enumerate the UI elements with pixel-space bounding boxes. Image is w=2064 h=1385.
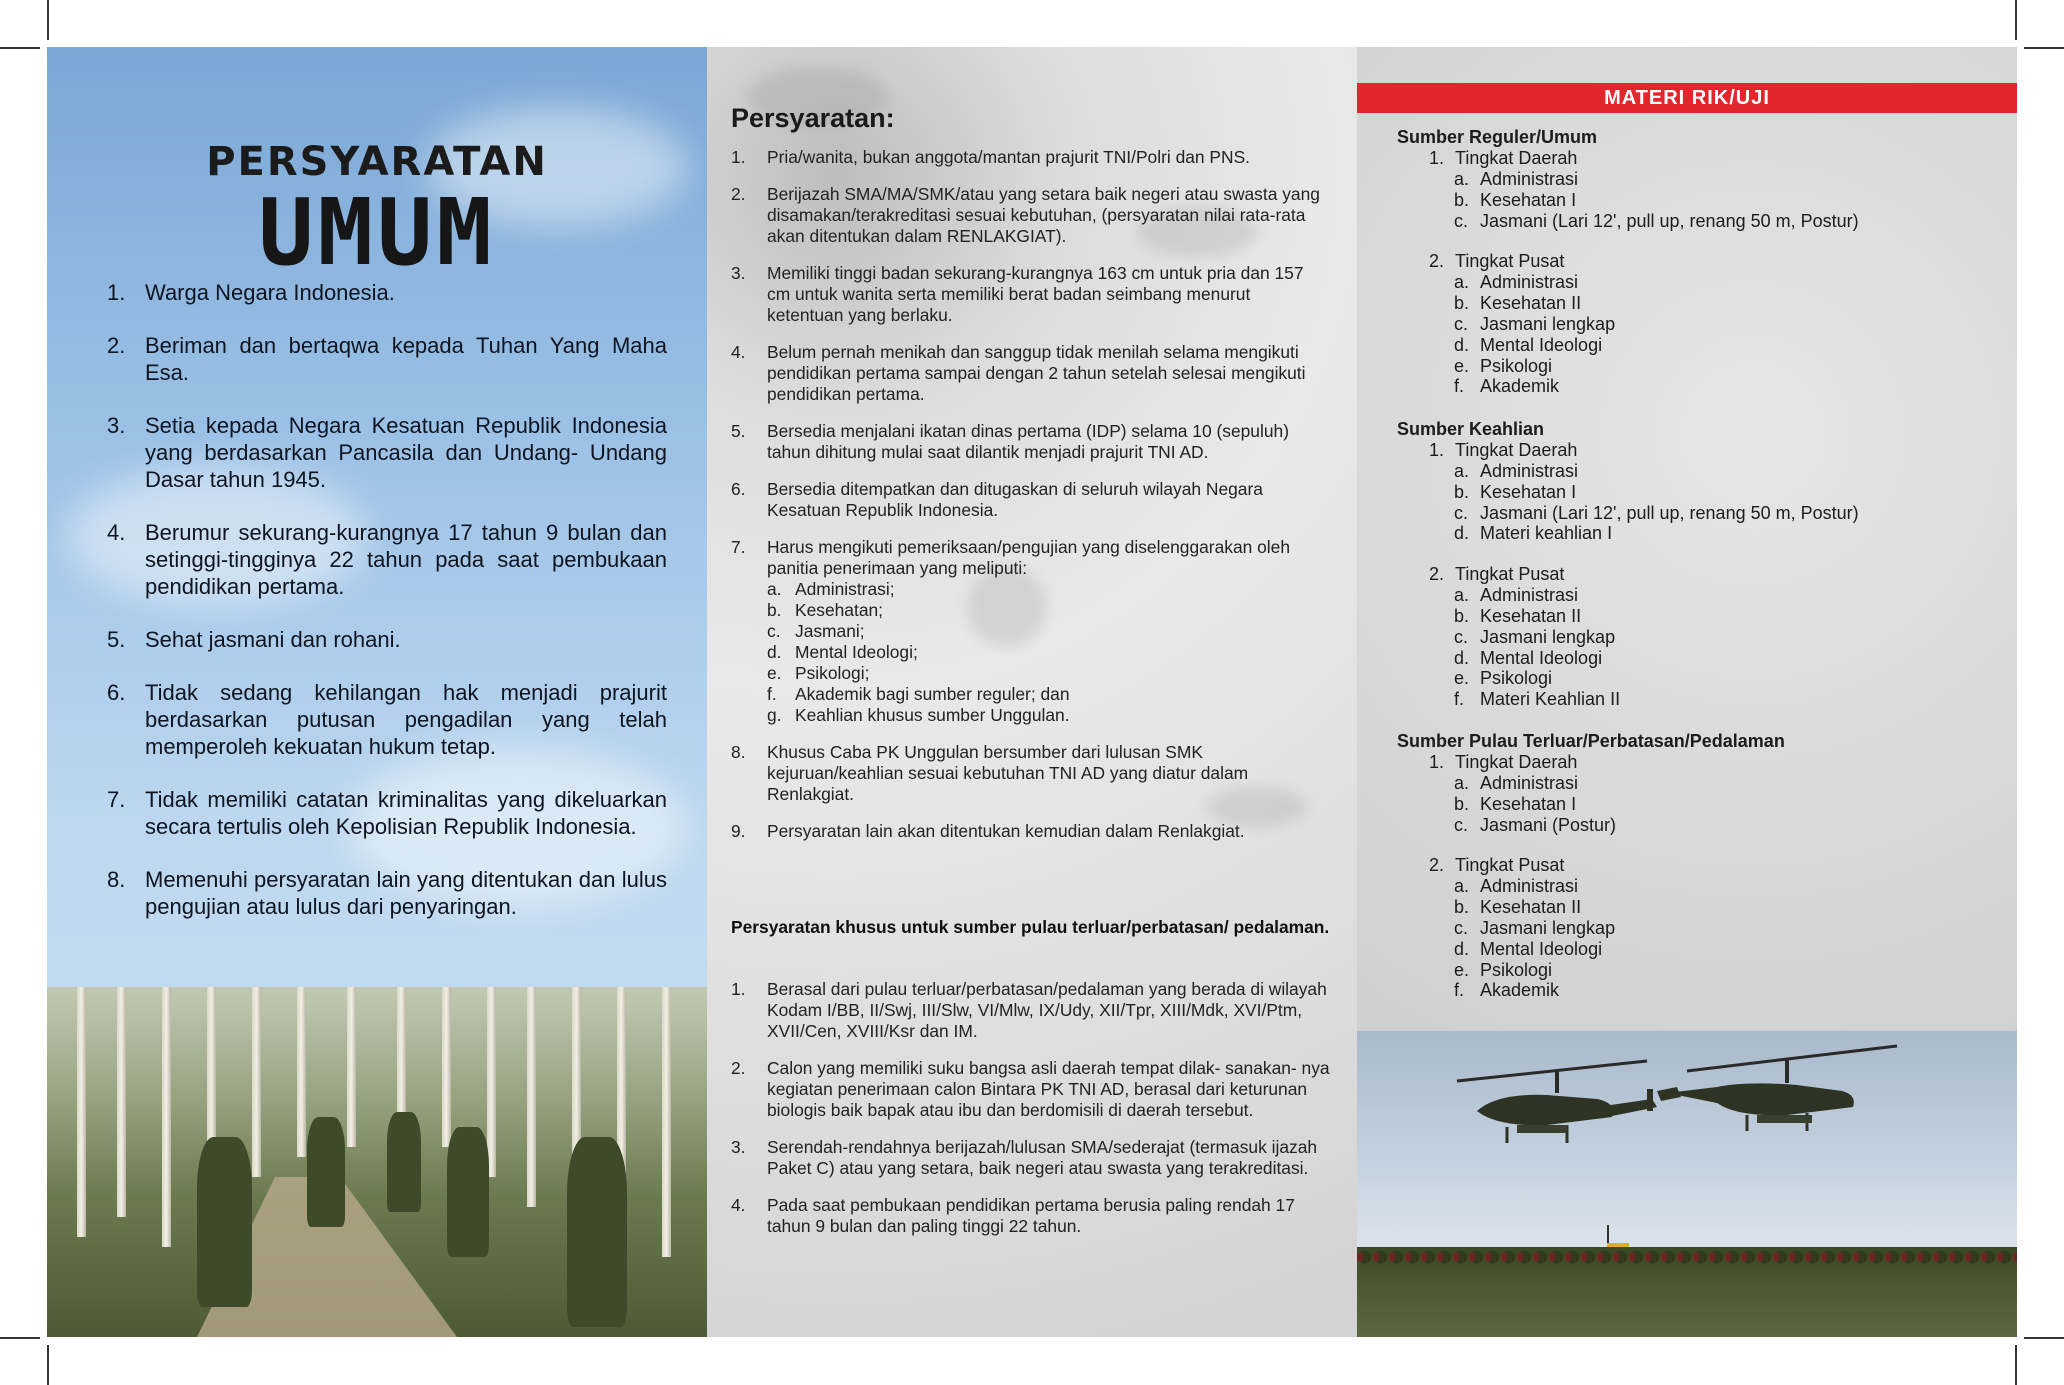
item-text: Bersedia ditempatkan dan ditugaskan di seluruh wilayah Negara Kesatuan Republik Indonesia. (767, 479, 1263, 520)
sub-item: e. Psikologi; (767, 663, 870, 683)
exam-section-reguler (1397, 127, 1997, 397)
exam-item: a. Administrasi (1454, 773, 1579, 793)
exam-item: f. Materi Keahlian II (1454, 689, 1621, 710)
list-item (731, 742, 1331, 805)
item-text: Tidak memiliki catatan kriminalitas yang dikeluarkan secara tertulis oleh Kepolisian Republik Indonesia. (145, 787, 667, 839)
crop-mark (47, 1345, 49, 1385)
item-text: Pada saat pembukaan pendidikan pertama berusia paling rendah 17 tahun 9 bulan dan paling tinggi 22 tahun. (767, 1195, 1295, 1236)
item-text: Belum pernah menikah dan sanggup tidak menilah selama mengikuti pendidikan pertama sampai dengan 2 tahun setelah selesai mengikuti pendidikan pertama. (767, 342, 1306, 404)
panel-title-big: UMUM (258, 179, 496, 286)
list-item (107, 786, 667, 840)
item-text: Berasal dari pulau terluar/perbatasan/pedalaman yang berada di wilayah Kodam I/BB, II/Swj, III/Slw, VI/Mlw, IX/Udy, XII/Tpr, XIII/Mdk, XVI/Ptm, XVII/Cen, XVIII/Ksr dan IM. (767, 979, 1327, 1041)
exam-item: c. Jasmani (Postur) (1454, 814, 1617, 835)
exam-item: d. Materi keahlian I (1454, 523, 1613, 544)
item-text: Harus mengikuti pemeriksaan/pengujian yang diselenggarakan oleh panitia penerimaan yang meliputi: (767, 537, 1291, 578)
sub-item: g. Keahlian khusus sumber Unggulan. (767, 705, 1070, 725)
helicopter-parade-photo (1357, 1031, 2017, 1337)
item-text: Beriman dan bertaqwa kepada Tuhan Yang Maha Esa. (145, 333, 667, 385)
item-number: 1. (107, 280, 126, 305)
level-heading: 2. Tingkat Pusat (1429, 564, 1565, 585)
item-text: Calon yang memiliki suku bangsa asli daerah tempat dilak- sanakan- nya kegiatan penerimaan calon Bintara PK TNI AD, berasal dari keturunan biologis baik bapak atau ibu dan berdomisili di daerah tersebut. (767, 1058, 1330, 1120)
soldier-figure (447, 1127, 489, 1257)
sub-item: f. Akademik bagi sumber reguler; dan (767, 684, 1070, 704)
item-number: 3. (731, 1137, 746, 1157)
forest-soldiers-photo (47, 987, 707, 1337)
list-item (107, 279, 667, 306)
exam-item: a. Administrasi (1454, 461, 1579, 481)
exam-section-pulau-terluar (1397, 731, 1997, 1001)
item-number: 6. (107, 680, 126, 705)
item-number: 2. (107, 333, 126, 358)
list-item (107, 866, 667, 920)
list-item (731, 421, 1331, 463)
level-heading: 1. Tingkat Daerah (1429, 752, 1578, 772)
item-number: 7. (731, 537, 746, 557)
item-text: Berijazah SMA/MA/SMK/atau yang setara baik negeri atau swasta yang disamakan/terakreditasi sesuai kebutuhan, (persyaratan nilai rata-rata akan ditentukan dalam RENLAKGIAT). (767, 184, 1320, 246)
troop-formation (1357, 1247, 2017, 1337)
level-heading: 1. Tingkat Daerah (1429, 440, 1578, 460)
item-number: 8. (731, 742, 746, 762)
item-text: Bersedia menjalani ikatan dinas pertama (IDP) selama 10 (sepuluh) tahun dihitung mulai saat dilantik menjadi prajurit TNI AD. (767, 421, 1289, 462)
exam-item: c. Jasmani lengkap (1454, 626, 1616, 647)
item-text: Memiliki tinggi badan sekurang-kurangnya 163 cm untuk pria dan 157 cm untuk wanita serta memiliki berat badan seimbang menurut ketentuan yang berlaku. (767, 263, 1304, 325)
level-heading: 2. Tingkat Pusat (1429, 855, 1565, 876)
item-text: Setia kepada Negara Kesatuan Republik Indonesia yang berdasarkan Pancasila dan Undang- Undang Dasar tahun 1945. (145, 413, 667, 492)
list-item (731, 1137, 1331, 1179)
exam-item: a. Administrasi (1454, 169, 1579, 189)
sub-item: c. Jasmani; (767, 621, 865, 641)
exam-item: c. Jasmani lengkap (1454, 917, 1616, 938)
item-text: Khusus Caba PK Unggulan bersumber dari lulusan SMK kejuruan/keahlian sesuai kebutuhan TNI AD yang diatur dalam Renlakgiat. (767, 742, 1249, 804)
exam-item: c. Jasmani (Lari 12', pull up, renang 50 m, Postur) (1454, 210, 1859, 231)
item-number: 2. (731, 1058, 746, 1078)
panel-persyaratan (707, 47, 1357, 1337)
section-heading: Persyaratan: (731, 103, 895, 133)
list-item (731, 263, 1331, 326)
list-item (107, 679, 667, 760)
item-number: 1. (731, 147, 746, 167)
sub-item: a. Administrasi; (767, 579, 895, 599)
soldier-figure (307, 1117, 345, 1227)
soldier-figure (197, 1137, 252, 1307)
list-item (731, 147, 1331, 168)
section-heading: Sumber Pulau Terluar/Perbatasan/Pedalaman (1397, 731, 1785, 751)
item-number: 4. (107, 520, 126, 545)
crop-mark (0, 1337, 40, 1339)
item-text: Berumur sekurang-kurangnya 17 tahun 9 bulan dan setinggi-tingginya 22 tahun pada saat pembukaan pendidikan pertama. (145, 520, 667, 599)
item-number: 4. (731, 1195, 746, 1215)
panel-title-small: PERSYARATAN (206, 139, 548, 185)
item-text: Sehat jasmani dan rohani. (145, 627, 401, 652)
brochure-sheet (47, 47, 2017, 1337)
list-item (731, 1058, 1331, 1121)
exam-item: b. Kesehatan I (1454, 481, 1577, 502)
item-number: 3. (107, 413, 126, 438)
exam-item: d. Mental Ideologi (1454, 647, 1603, 668)
list-item (107, 412, 667, 493)
item-text: Warga Negara Indonesia. (145, 280, 395, 305)
section-banner: MATERI RIK/UJI (1357, 83, 2017, 113)
exam-item: f. Akademik (1454, 980, 1560, 1001)
exam-item: d. Mental Ideologi (1454, 334, 1603, 355)
list-item (107, 626, 667, 653)
exam-item: c. Jasmani lengkap (1454, 313, 1616, 334)
item-number: 1. (731, 979, 746, 999)
level-heading: 1. Tingkat Daerah (1429, 148, 1578, 168)
special-requirements-heading: Persyaratan khusus untuk sumber pulau terluar/perbatasan/ pedalaman. (731, 917, 1330, 937)
list-item (731, 821, 1331, 842)
item-number: 2. (731, 184, 746, 204)
exam-item: b. Kesehatan I (1454, 189, 1577, 210)
item-text: Tidak sedang kehilangan hak menjadi prajurit berdasarkan putusan pengadilan yang telah memperoleh kekuatan hukum tetap. (145, 680, 667, 759)
examination-sublist (767, 579, 1331, 726)
crop-mark (0, 47, 40, 49)
requirements-list (731, 147, 1331, 858)
panel-materi-rik-uji (1357, 47, 2017, 1337)
crop-mark (2024, 1337, 2064, 1339)
special-requirements-list (731, 979, 1331, 1253)
item-number: 8. (107, 867, 126, 892)
exam-item: e. Psikologi (1454, 668, 1553, 689)
crop-mark (2015, 1345, 2017, 1385)
item-text: Pria/wanita, bukan anggota/mantan prajurit TNI/Polri dan PNS. (767, 147, 1251, 167)
exam-item: b. Kesehatan II (1454, 293, 1582, 314)
list-item (731, 479, 1331, 521)
sub-item: b. Kesehatan; (767, 600, 883, 620)
exam-item: d. Mental Ideologi (1454, 938, 1603, 959)
exam-section-keahlian (1397, 419, 1997, 710)
section-heading: Sumber Reguler/Umum (1397, 127, 1598, 147)
list-item (107, 332, 667, 386)
item-number: 6. (731, 479, 746, 499)
item-number: 5. (731, 421, 746, 441)
exam-item: c. Jasmani (Lari 12', pull up, renang 50 m, Postur) (1454, 502, 1859, 523)
exam-item: a. Administrasi (1454, 585, 1579, 606)
crop-mark (47, 0, 49, 40)
exam-item: b. Kesehatan I (1454, 793, 1577, 814)
exam-item: f. Akademik (1454, 376, 1560, 397)
item-text: Serendah-rendahnya berijazah/lulusan SMA/sederajat (termasuk ijazah Paket C) atau yang setara, baik negeri atau swasta yang terakreditasi. (767, 1137, 1318, 1178)
panel-persyaratan-umum (47, 47, 707, 1337)
item-number: 4. (731, 342, 746, 362)
exam-item: a. Administrasi (1454, 876, 1579, 897)
section-heading: Sumber Keahlian (1397, 419, 1545, 439)
item-number: 5. (107, 627, 126, 652)
sub-item: d. Mental Ideologi; (767, 642, 918, 662)
item-text-with-sublist (767, 537, 1331, 726)
item-number: 9. (731, 821, 746, 841)
list-item (107, 519, 667, 600)
crop-mark (2015, 0, 2017, 40)
list-item (731, 342, 1331, 405)
exam-item: e. Psikologi (1454, 355, 1553, 376)
exam-item: b. Kesehatan II (1454, 605, 1582, 626)
exam-item: a. Administrasi (1454, 272, 1579, 293)
item-number: 7. (107, 787, 126, 812)
list-item (731, 979, 1331, 1042)
crop-mark (2024, 47, 2064, 49)
exam-item: b. Kesehatan II (1454, 897, 1582, 918)
item-number: 3. (731, 263, 746, 283)
soldier-figure (567, 1137, 627, 1327)
list-item (731, 1195, 1331, 1237)
soldier-figure (387, 1112, 421, 1212)
list-item (731, 537, 1331, 726)
general-requirements-list (107, 279, 667, 946)
item-text: Persyaratan lain akan ditentukan kemudian dalam Renlakgiat. (767, 821, 1245, 841)
level-heading: 2. Tingkat Pusat (1429, 251, 1565, 272)
helicopter-icon (1657, 1031, 1907, 1161)
list-item (731, 184, 1331, 247)
helicopter-icon (1437, 1051, 1667, 1171)
item-text: Memenuhi persyaratan lain yang ditentukan dan lulus pengujian atau lulus dari penyaringan. (145, 867, 667, 919)
exam-item: e. Psikologi (1454, 959, 1553, 980)
